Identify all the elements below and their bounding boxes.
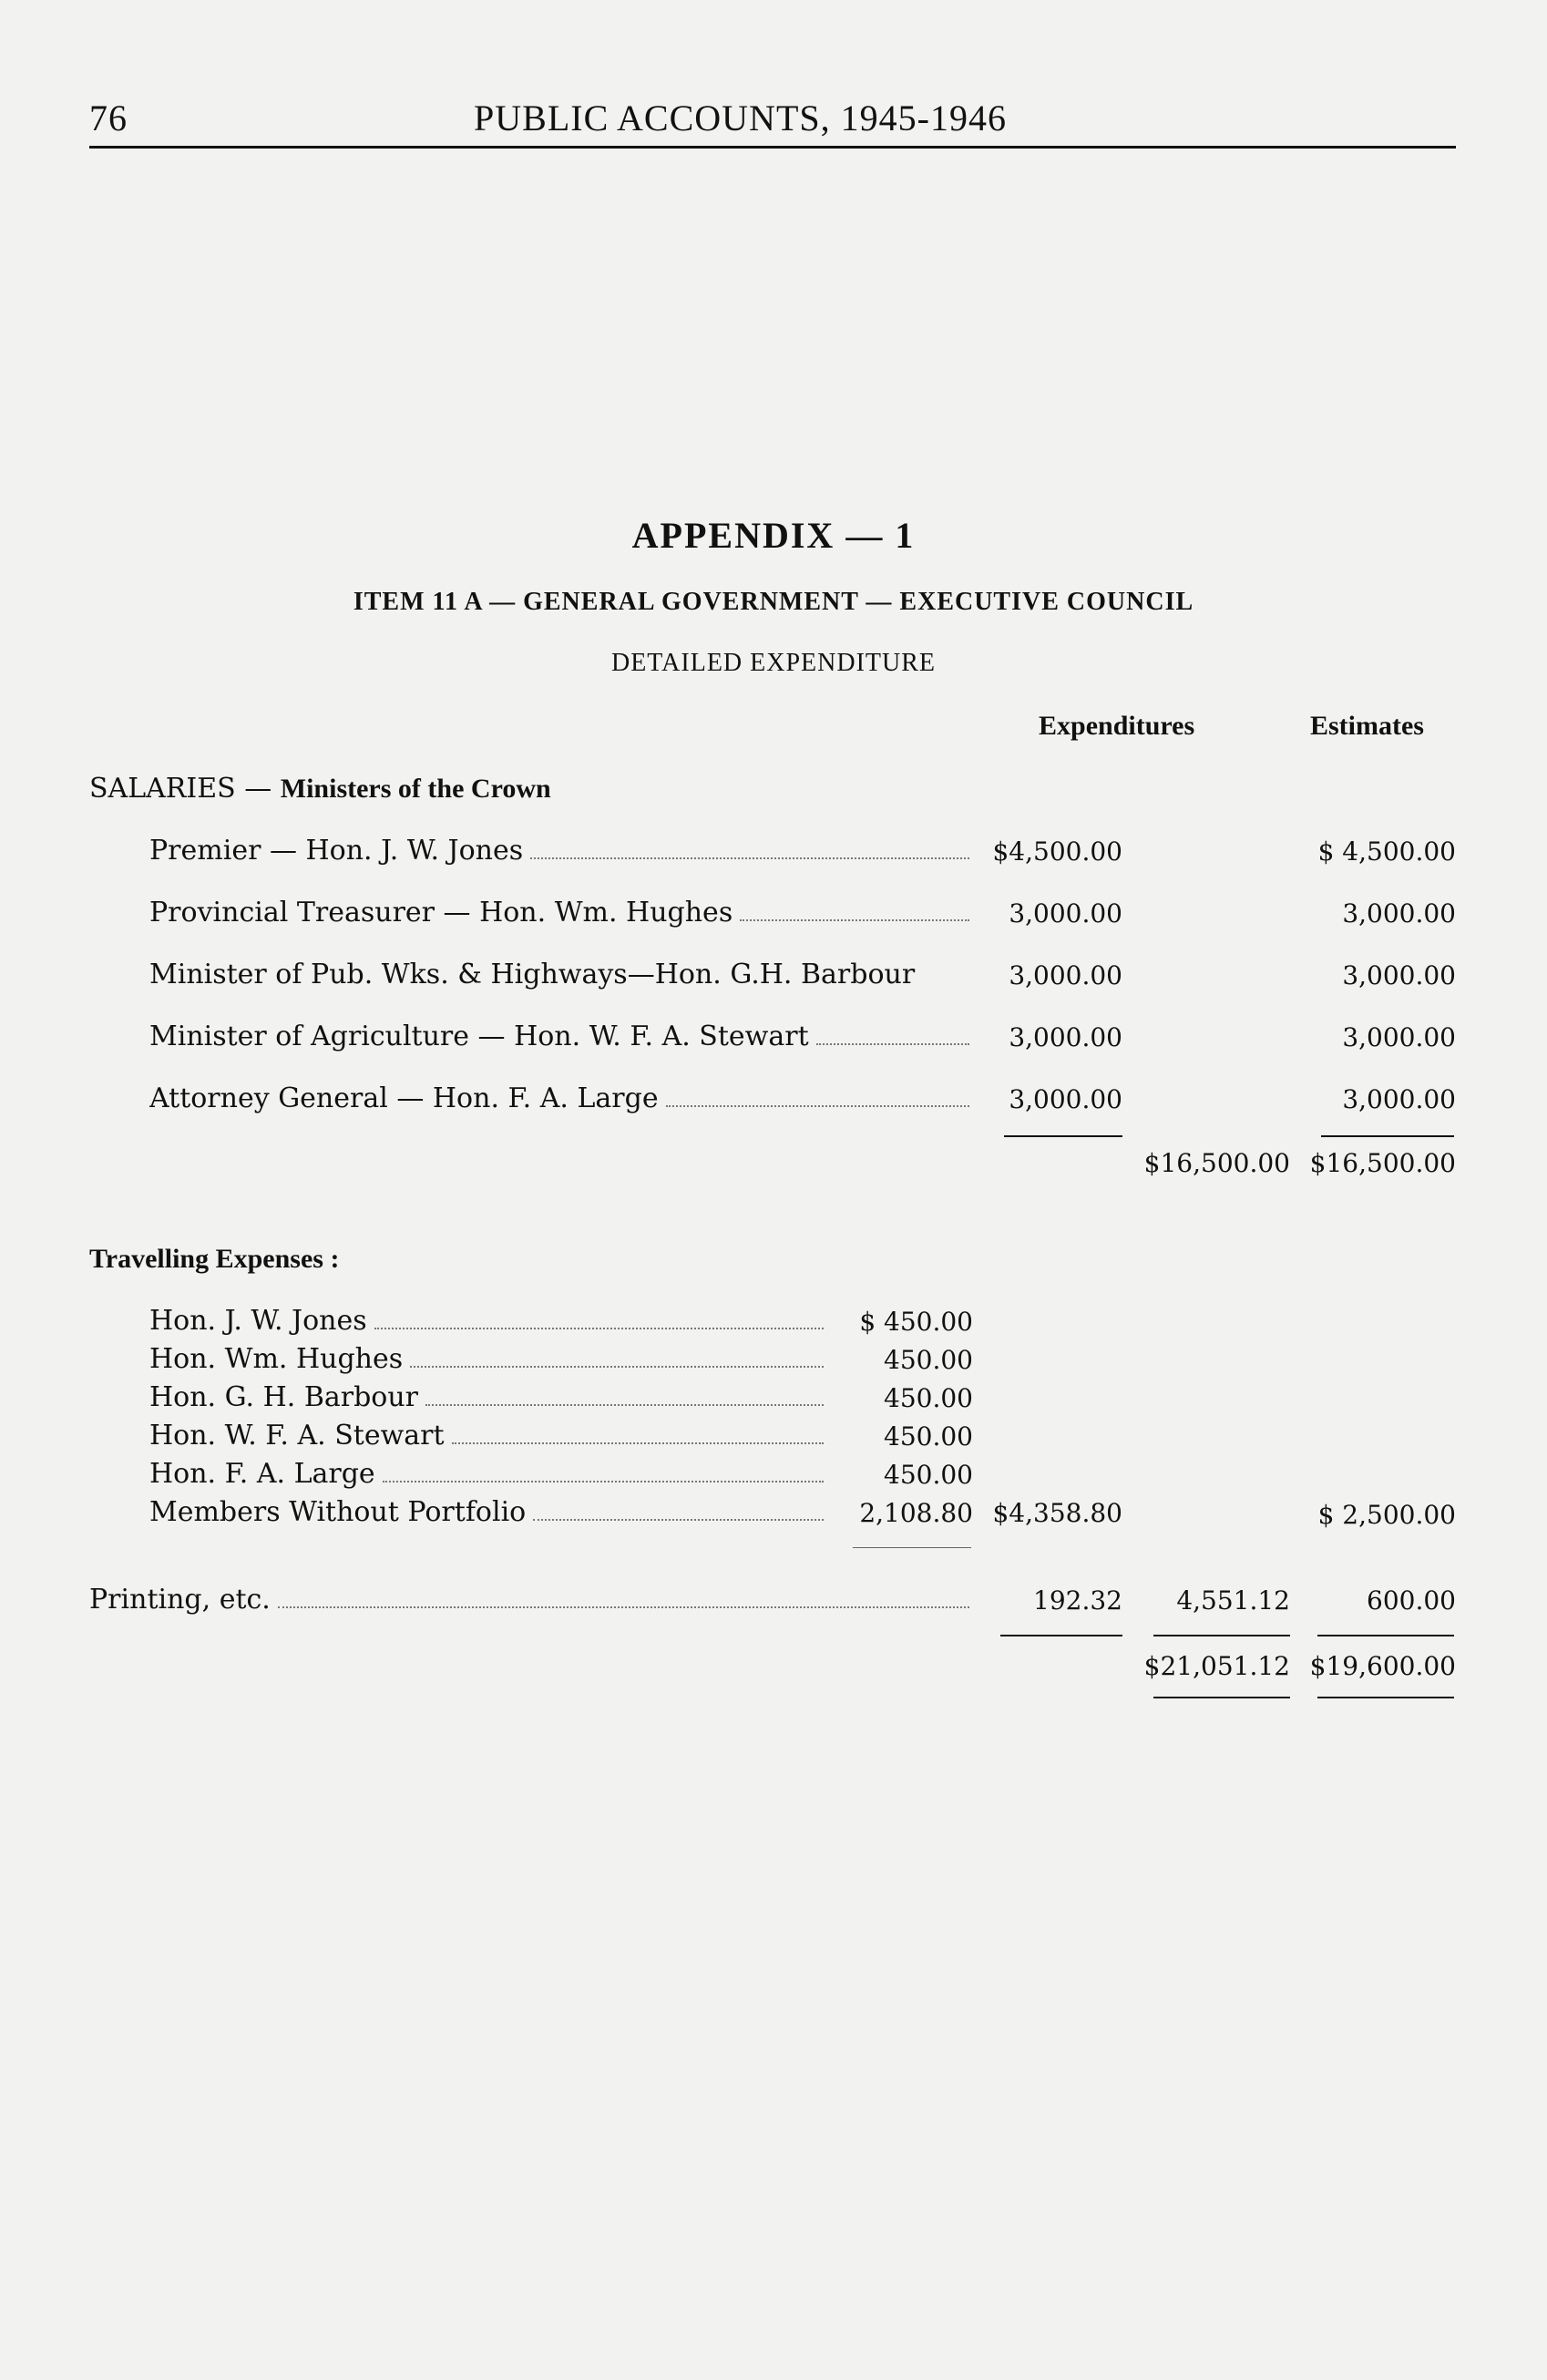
printing-row xyxy=(89,1584,969,1616)
travel-amount: $ 450.00 xyxy=(859,1307,973,1337)
total-rule xyxy=(1000,1635,1122,1636)
dot-leader xyxy=(425,1404,824,1406)
subtotal-rule xyxy=(853,1547,971,1548)
salaries-heading-plain: SALARIES — xyxy=(89,773,272,805)
salary-estimate: 3,000.00 xyxy=(1342,960,1456,990)
travel-row xyxy=(149,1305,824,1337)
salary-row xyxy=(149,959,969,990)
salary-row xyxy=(149,1021,969,1052)
travelling-heading xyxy=(89,1243,339,1275)
travel-amount: 450.00 xyxy=(884,1383,973,1413)
salary-row xyxy=(149,835,969,867)
travel-amount: 450.00 xyxy=(884,1421,973,1452)
dot-leader xyxy=(374,1328,824,1329)
travel-amount: 450.00 xyxy=(884,1345,973,1375)
salary-row xyxy=(149,897,969,928)
salary-label: Premier — Hon. J. W. Jones xyxy=(149,835,524,867)
travel-row xyxy=(149,1381,824,1413)
double-rule xyxy=(1317,1697,1454,1698)
travel-row xyxy=(149,1496,824,1528)
grand-total-expenditure: $21,051.12 xyxy=(1143,1651,1290,1681)
grand-total-estimate: $19,600.00 xyxy=(1309,1651,1456,1681)
travel-label: Hon. G. H. Barbour xyxy=(149,1381,419,1413)
salary-expenditure: 3,000.00 xyxy=(1009,1084,1122,1114)
salary-estimate: $ 4,500.00 xyxy=(1317,836,1456,867)
salary-expenditure: $4,500.00 xyxy=(992,836,1122,867)
col-estimates: Estimates xyxy=(1310,711,1424,741)
col-expenditures: Expenditures xyxy=(1039,711,1195,741)
dot-leader xyxy=(452,1442,824,1444)
printing-amount: 192.32 xyxy=(1033,1585,1122,1616)
salary-row xyxy=(149,1082,969,1114)
salary-expenditure: 3,000.00 xyxy=(1009,1022,1122,1052)
travel-amount: 450.00 xyxy=(884,1460,973,1490)
salaries-heading-bold: Ministers of the Crown xyxy=(280,774,551,804)
salary-label: Minister of Pub. Wks. & Highways—Hon. G.H. Barbour xyxy=(149,959,916,990)
salary-expenditure: 3,000.00 xyxy=(1009,960,1122,990)
printing-label: Printing, etc. xyxy=(89,1584,271,1616)
travel-label: Hon. F. A. Large xyxy=(149,1458,375,1490)
travel-row xyxy=(149,1343,824,1375)
printing-expenditure-total: 4,551.12 xyxy=(1176,1585,1290,1616)
salary-expenditure: 3,000.00 xyxy=(1009,898,1122,928)
travel-row xyxy=(149,1420,824,1452)
item-title: ITEM 11 A — GENERAL GOVERNMENT — EXECUTIVE COUNCIL xyxy=(353,588,1194,616)
travel-label: Hon. Wm. Hughes xyxy=(149,1343,404,1375)
dot-leader xyxy=(530,857,969,859)
total-rule xyxy=(1317,1635,1454,1636)
salary-label: Provincial Treasurer — Hon. Wm. Hughes xyxy=(149,897,733,928)
salary-estimate: 3,000.00 xyxy=(1342,1084,1456,1114)
travel-subtotal: $4,358.80 xyxy=(992,1498,1122,1528)
page-number: 76 xyxy=(89,97,128,138)
double-rule xyxy=(1153,1697,1290,1698)
appendix-title: APPENDIX — 1 xyxy=(631,515,916,556)
dot-leader xyxy=(410,1366,824,1368)
header-rule xyxy=(89,146,1456,149)
travel-label: Members Without Portfolio xyxy=(149,1496,527,1528)
travel-label: Hon. J. W. Jones xyxy=(149,1305,367,1337)
travel-label: Hon. W. F. A. Stewart xyxy=(149,1420,445,1452)
travel-estimate: $ 2,500.00 xyxy=(1317,1500,1456,1530)
salaries-heading xyxy=(89,773,551,805)
salary-label: Minister of Agriculture — Hon. W. F. A. Stewart xyxy=(149,1021,809,1052)
travelling-heading-text: Travelling Expenses : xyxy=(89,1244,340,1274)
salaries-total-expenditure: $16,500.00 xyxy=(1143,1148,1290,1178)
salary-label: Attorney General — Hon. F. A. Large xyxy=(149,1082,659,1114)
total-rule xyxy=(1004,1135,1122,1137)
dot-leader xyxy=(278,1606,969,1608)
total-rule xyxy=(1153,1635,1290,1636)
salary-estimate: 3,000.00 xyxy=(1342,1022,1456,1052)
total-rule xyxy=(1321,1135,1454,1137)
detail-subtitle: DETAILED EXPENDITURE xyxy=(610,649,937,677)
travel-amount: 2,108.80 xyxy=(859,1498,973,1528)
dot-leader xyxy=(383,1481,824,1482)
salaries-total-estimate: $16,500.00 xyxy=(1309,1148,1456,1178)
running-title: PUBLIC ACCOUNTS, 1945-1946 xyxy=(474,97,1007,138)
printing-estimate: 600.00 xyxy=(1367,1585,1456,1616)
travel-row xyxy=(149,1458,824,1490)
salary-estimate: 3,000.00 xyxy=(1342,898,1456,928)
